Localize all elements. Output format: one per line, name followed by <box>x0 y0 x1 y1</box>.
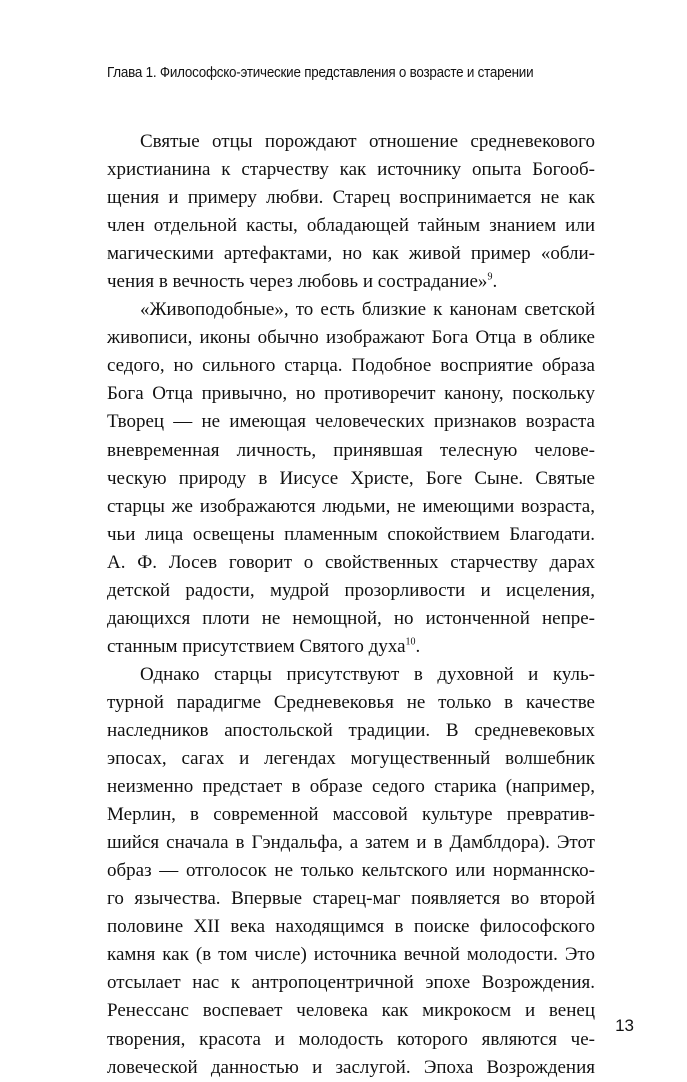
text-line: детской радости, мудрой прозорливости и исцеления, <box>107 579 595 601</box>
line-end: . <box>492 271 498 293</box>
line-text: станным присутствием Святого духа <box>107 635 406 657</box>
text-line: магическими артефактами, но как живой пример «обли- <box>107 243 595 265</box>
footnote-ref: 9 <box>487 271 493 283</box>
footnote-ref: 10 <box>405 636 416 648</box>
text-line: Святые отцы порождают отношение средневекового <box>140 131 595 152</box>
text-line: неизменно предстает в образе седого старика (например, <box>107 776 595 798</box>
text-line: отсылает нас к антропоцентричной эпохе Возрождения. <box>107 972 595 994</box>
text-line: ловеческой данностью и заслугой. Эпоха Возрождения <box>107 1056 595 1078</box>
text-line: наследников апостольской традиции. В средневековых <box>107 719 595 741</box>
text-line: Мерлин, в современной массовой культуре превратив- <box>107 804 595 826</box>
text-line: половине XII века находящимся в поиске философского <box>107 916 595 938</box>
text-line: Однако старцы присутствуют в духовной и куль- <box>140 663 595 685</box>
text-line: щения и примеру любви. Старец воспринимается не как <box>107 187 595 209</box>
text-line: шийся сначала в Гэндальфа, а затем и в Дамблдора). Этот <box>107 832 595 854</box>
text-line: чьи лица освещены пламенным спокойствием Благодати. <box>107 523 595 545</box>
text-line: Творец — не имеющая человеческих признаков возраста <box>107 411 595 433</box>
text-line: творения, красота и молодость которого являются че- <box>107 1028 595 1050</box>
text-line: Ренессанс воспевает человека как микрокосм и венец <box>107 1000 595 1022</box>
line-end: . <box>415 635 421 657</box>
text-line: образ — отголосок не только кельтского или норманнско- <box>107 860 595 882</box>
text-line: вневременная личность, принявшая телесную челове- <box>107 439 595 461</box>
text-line: дающихся плоти не немощной, но истонченной непре- <box>107 607 595 629</box>
running-head: Глава 1. Философско-этические представления о возрасте и старении <box>107 65 534 81</box>
text-line <box>107 633 595 661</box>
page-number: 13 <box>615 1016 634 1035</box>
text-line: христианина к старчеству как источнику опыта Богооб- <box>107 159 595 181</box>
line-text: чения в вечность через любовь и сострадание» <box>107 271 488 293</box>
text-line: «Живоподобные», то есть близкие к канонам светской <box>140 299 595 321</box>
text-line: старцы же изображаются людьми, не имеющими возраста, <box>107 495 595 517</box>
text-line: го язычества. Впервые старец-маг появляется во второй <box>107 888 595 910</box>
text-line: эпосах, сагах и легендах могущественный волшебник <box>107 748 595 770</box>
text-line <box>107 268 595 296</box>
text-line: камня как (в том числе) источника вечной молодости. Это <box>107 944 595 966</box>
text-line: турной парадигме Средневековья не только в качестве <box>107 691 595 713</box>
body-text <box>107 128 595 1082</box>
text-line: ческую природу в Иисусе Христе, Боге Сыне. Святые <box>107 467 595 489</box>
text-line: член отдельной касты, обладающей тайным знанием или <box>107 215 595 237</box>
text-line: живописи, иконы обычно изображают Бога Отца в облике <box>107 327 595 349</box>
text-line: седого, но сильного старца. Подобное восприятие образа <box>107 355 595 377</box>
text-line: Бога Отца привычно, но противоречит канону, поскольку <box>107 383 595 405</box>
text-line: А. Ф. Лосев говорит о свойственных старчеству дарах <box>107 551 595 573</box>
